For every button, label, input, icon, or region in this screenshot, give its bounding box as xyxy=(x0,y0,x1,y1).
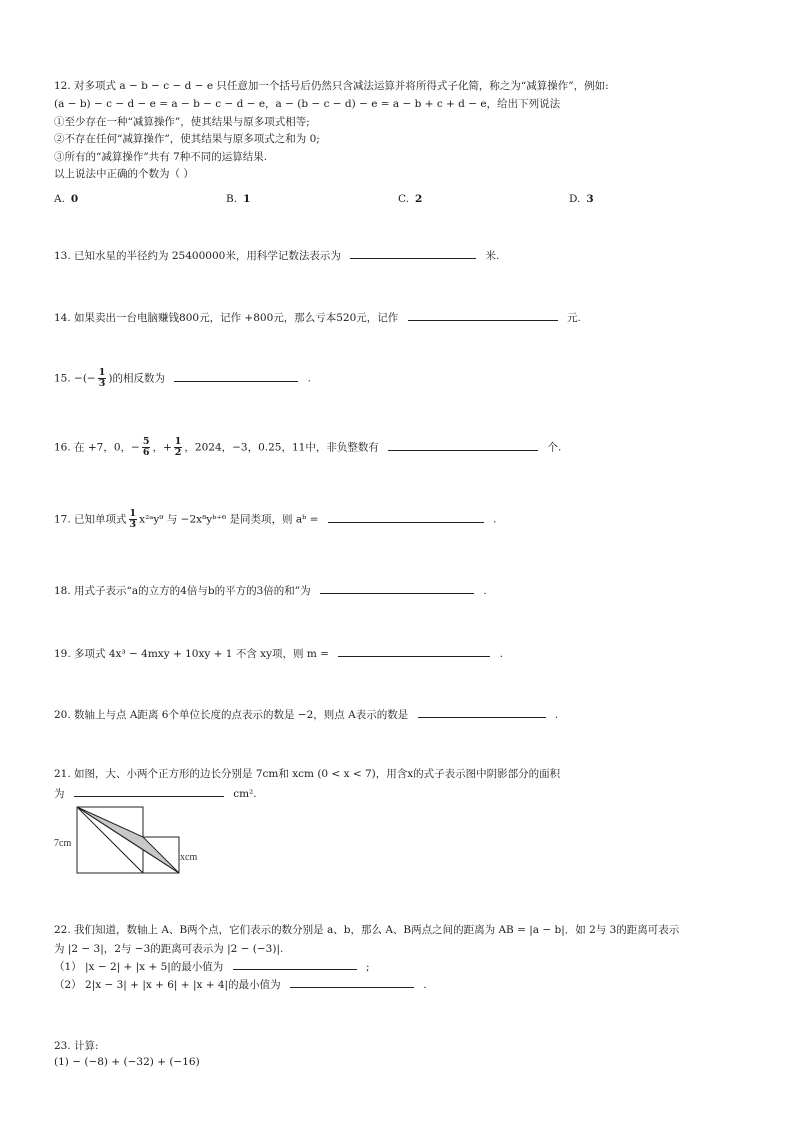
q21-figure xyxy=(76,806,182,874)
q17 xyxy=(54,509,496,530)
q19-answer-blank[interactable] xyxy=(338,645,490,657)
q18 xyxy=(54,582,487,598)
q19 xyxy=(54,645,503,661)
q22-part1 xyxy=(54,958,370,974)
q12-option-b[interactable]: B. 1 xyxy=(226,193,251,205)
q21-line1: 21. 如图，大、小两个正方形的边长分别是 7cm和 xcm (0 < x < 7)，用含x的式子表示图中阴影部分的面积 xyxy=(54,768,561,780)
q19-suffix: . xyxy=(499,648,503,660)
q18-suffix: . xyxy=(483,585,487,597)
q18-text: 18. 用式子表示“a的立方的4倍与b的平方的3倍的和”为 xyxy=(54,585,311,597)
q17-fraction: $\frac{1}{3}$ xyxy=(129,508,137,530)
q12-statement-3: ③所有的“减算操作”共有 7种不同的运算结果. xyxy=(54,151,268,163)
q12-line1: 12. 对多项式 a − b − c − d − e 只任意加一个括号后仍然只含减法运算并将所得式子化简，称之为“减算操作”，例如: xyxy=(54,80,609,92)
q18-answer-blank[interactable] xyxy=(320,582,474,594)
q12-option-d[interactable]: D. 3 xyxy=(569,193,594,205)
q23-part1: (1) − (−8) + (−32) + (−16) xyxy=(54,1056,200,1068)
q21-answer-blank[interactable] xyxy=(74,785,224,797)
q22-part2-answer-blank[interactable] xyxy=(290,976,414,988)
q14-text: 14. 如果卖出一台电脑赚钱800元，记作 +800元，那么亏本520元，记作 xyxy=(54,312,399,324)
q22-part1-text: （1） |x − 2| + |x + 5|的最小值为 xyxy=(54,961,224,973)
q12-option-a[interactable]: A. 0 xyxy=(54,193,79,205)
q14-answer-blank[interactable] xyxy=(408,309,558,321)
q13-suffix: 米. xyxy=(485,250,500,262)
q15-fraction: $\frac{1}{3}$ xyxy=(98,367,106,389)
q21-unit: cm². xyxy=(233,788,257,800)
q12-option-c[interactable]: C. 2 xyxy=(398,193,423,205)
q22-part2 xyxy=(54,976,427,992)
q21-prefix: 为 xyxy=(54,788,65,800)
q19-text: 19. 多项式 4x³ − 4mxy + 10xy + 1 不含 xy项，则 m = xyxy=(54,648,329,660)
q12-question: 以上说法中正确的个数为（ ） xyxy=(54,168,194,180)
q15-prefix: 15. −(− xyxy=(54,372,96,385)
q12-statement-1: ①至少存在一种“减算操作”，使其结果与原多项式相等; xyxy=(54,116,310,128)
q15-answer-blank[interactable] xyxy=(174,370,298,382)
q17-text: x²ᵃy⁹ 与 −2x⁸yᵇ⁺⁶ 是同类项，则 aᵇ = xyxy=(139,513,319,526)
q16 xyxy=(54,437,561,458)
diagonal-line xyxy=(77,807,179,873)
q22-part2-text: （2） 2|x − 3| + |x + 6| + |x + 4|的最小值为 xyxy=(54,979,281,991)
q22-part1-suffix: ; xyxy=(365,961,370,973)
q20-answer-blank[interactable] xyxy=(418,706,546,718)
q16-prefix: 16. 在 +7，0，− xyxy=(54,441,140,454)
q21-line2 xyxy=(54,785,257,801)
q21-label-small-square: xcm xyxy=(180,852,198,863)
q17-prefix: 17. 已知单项式 xyxy=(54,513,127,526)
q13-answer-blank[interactable] xyxy=(350,247,476,259)
q20 xyxy=(54,706,558,722)
q12-line2: (a − b) − c − d − e = a − b − c − d − e，a − (b − c − d) − e = a − b + c + d − e，给出下列说法 xyxy=(54,98,561,110)
q21-label-big-square: 7cm xyxy=(54,838,72,849)
q15 xyxy=(54,368,311,389)
q17-suffix: . xyxy=(493,513,497,526)
q22-line1: 22. 我们知道，数轴上 A、B两个点，它们表示的数分别是 a、b，那么 A、B两点之间的距离为 AB = |a − b|．如 2与 3的距离可表示 xyxy=(54,924,680,936)
q16-mid: ，+ xyxy=(152,441,172,454)
q12-statement-2: ②不存在任何“减算操作”，使其结果与原多项式之和为 0; xyxy=(54,133,320,145)
q17-answer-blank[interactable] xyxy=(328,511,484,523)
q13-text: 13. 已知水星的半径约为 25400000米，用科学记数法表示为 xyxy=(54,250,341,262)
q22-part2-suffix: . xyxy=(423,979,427,991)
q16-fraction-2: $\frac{1}{2}$ xyxy=(174,436,182,458)
q16-fraction-1: $\frac{5}{6}$ xyxy=(142,436,150,458)
q20-text: 20. 数轴上与点 A距离 6个单位长度的点表示的数是 −2，则点 A表示的数是 xyxy=(54,709,409,721)
q16-text: ，2024，−3，0.25，11中，非负整数有 xyxy=(184,441,379,454)
q13 xyxy=(54,247,499,263)
q14-suffix: 元. xyxy=(566,312,581,324)
q15-text: )的相反数为 xyxy=(108,372,165,385)
q22-part1-answer-blank[interactable] xyxy=(233,958,357,970)
q20-suffix: . xyxy=(554,709,559,721)
q14 xyxy=(54,309,581,325)
q15-suffix: . xyxy=(307,372,311,385)
q22-line2: 为 |2 − 3|，2与 −3的距离可表示为 |2 − (−3)|. xyxy=(54,943,284,955)
q16-suffix: 个. xyxy=(547,441,562,454)
q23-title: 23. 计算: xyxy=(54,1040,99,1052)
q16-answer-blank[interactable] xyxy=(388,439,538,451)
